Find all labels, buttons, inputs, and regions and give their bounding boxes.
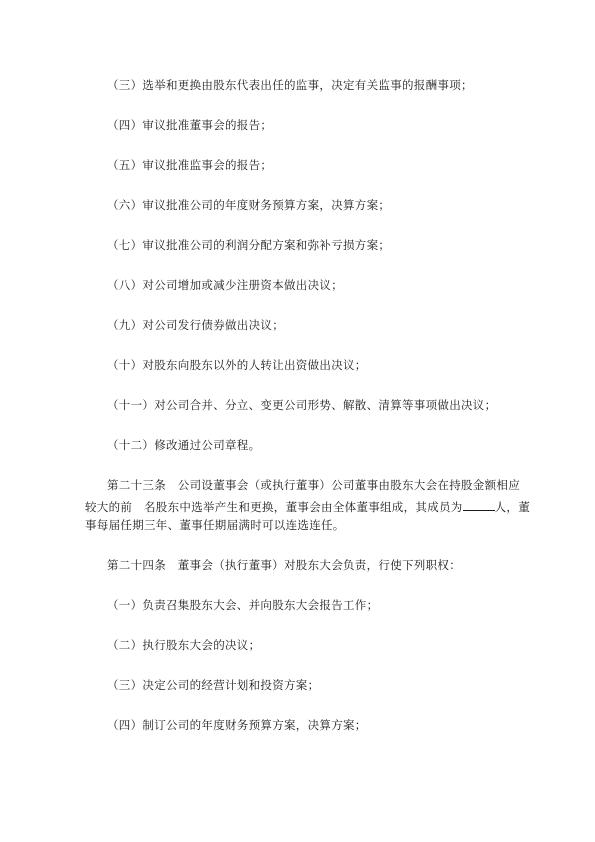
list-item: （九）对公司发行债券做出决议； — [107, 318, 284, 332]
list-item: （十二）修改通过公司章程。 — [107, 438, 261, 452]
article-23-line-1: 第二十三条 公司设董事会（或执行董事）公司董事由股东大会在持股金额相应 — [107, 478, 520, 492]
list-item: （四）制订公司的年度财务预算方案，决算方案； — [107, 718, 367, 732]
article-23-line-2 — [85, 498, 530, 514]
article-23-line-2-part-b: 人，董 — [494, 500, 531, 514]
list-item: （十一）对公司合并、分立、变更公司形势、解散、清算等事项做出决议； — [107, 398, 497, 412]
list-item: （八）对公司增加或减少注册资本做出决议； — [107, 278, 343, 292]
article-24-heading: 第二十四条 董事会（执行董事）对股东大会负责，行使下列职权： — [107, 558, 461, 572]
list-item: （二）执行股东大会的决议； — [107, 638, 261, 652]
list-item: （五）审议批准监事会的报告； — [107, 158, 273, 172]
list-item: （一）负责召集股东大会、并向股东大会报告工作； — [107, 598, 379, 612]
fill-in-blank — [463, 498, 495, 511]
list-item: （三）决定公司的经营计划和投资方案； — [107, 678, 320, 692]
list-item: （三）选举和更换由股东代表出任的监事，决定有关监事的报酬事项； — [107, 78, 473, 92]
list-item: （四）审议批准董事会的报告； — [107, 118, 273, 132]
list-item: （六）审议批准公司的年度财务预算方案，决算方案； — [107, 198, 391, 212]
article-23-line-3: 事每届任期三年、董事任期届满时可以连选连任。 — [85, 518, 345, 532]
list-item: （十）对股东向股东以外的人转让出资做出决议； — [107, 358, 367, 372]
article-23-line-2-part-a: 较大的前 名股东中选举产生和更换，董事会由全体董事组成，其成员为 — [85, 500, 463, 514]
list-item: （七）审议批准公司的利润分配方案和弥补亏损方案； — [107, 238, 391, 252]
